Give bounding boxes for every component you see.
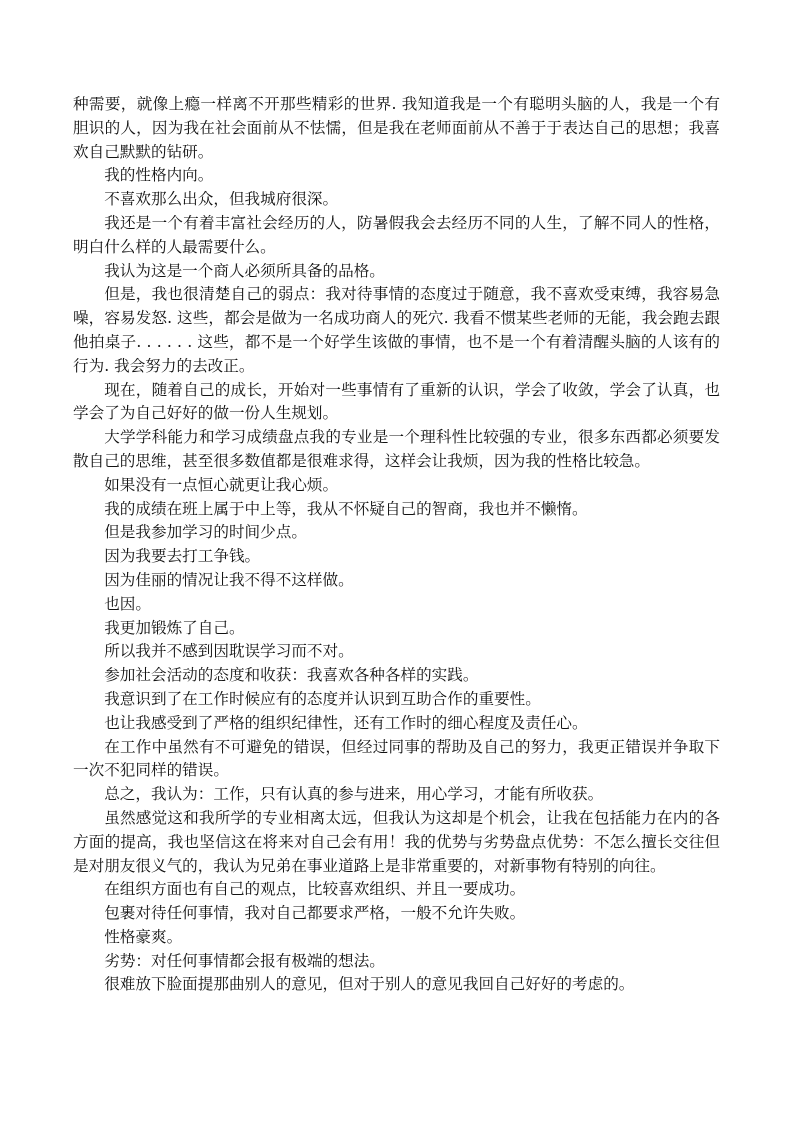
paragraph: 性格豪爽。 (104, 927, 183, 946)
paragraph: 虽然感觉这和我所学的专业相离太远，但我认为这却是个机会，让我在包括能力在内的各方面的提高，我也坚信这在将来对自己会有用！我的优势与劣势盘点优势：不怎么擅长交往但是对朋友很义气的，我认为兄弟在事业道路上是非常重要的，对新事物有特别的向往。 (73, 808, 720, 875)
paragraph: 种需要，就像上瘾一样离不开那些精彩的世界. 我知道我是一个有聪明头脑的人，我是一个有胆识的人，因为我在社会面前从不怯懦，但是我在老师面前从不善于于表达自己的思想；我喜欢自己默默的钻研。 (73, 95, 720, 161)
paragraph: 我的成绩在班上属于中上等，我从不怀疑自己的智商，我也并不懒惰。 (104, 499, 588, 518)
document-body (73, 93, 720, 997)
paragraph: 但是我参加学习的时间少点。 (104, 523, 307, 542)
paragraph: 如果没有一点恒心就更让我心烦。 (104, 475, 339, 494)
paragraph: 我还是一个有着丰富社会经历的人，防暑假我会去经历不同的人生，了解不同人的性格，明白什么样的人最需要什么。 (73, 213, 720, 256)
paragraph: 因为我要去打工争钱。 (104, 547, 261, 566)
paragraph: 我认为这是一个商人必须所具备的品格。 (104, 261, 385, 280)
paragraph: 在工作中虽然有不可避免的错误，但经过同事的帮助及自己的努力，我更正错误并争取下一次不犯同样的错误。 (73, 737, 720, 780)
paragraph: 总之，我认为：工作，只有认真的参与进来，用心学习，才能有所收获。 (104, 785, 604, 804)
paragraph: 很难放下脸面提那曲别人的意见，但对于别人的意见我回自己好好的考虑的。 (104, 975, 635, 994)
paragraph: 我的性格内向。 (104, 166, 214, 185)
paragraph: 大学学科能力和学习成绩盘点我的专业是一个理科性比较强的专业，很多东西都必须要发散自己的思维，甚至很多数值都是很难求得，这样会让我烦，因为我的性格比较急。 (73, 428, 720, 470)
paragraph: 不喜欢那么出众，但我城府很深。 (104, 190, 339, 209)
paragraph: 在组织方面也有自己的观点，比较喜欢组织、并且一要成功。 (104, 880, 526, 899)
paragraph: 但是，我也很清楚自己的弱点：我对待事情的态度过于随意，我不喜欢受束缚，我容易急噪，容易发怒. 这些，都会是做为一名成功商人的死穴. 我看不惯某些老师的无能，我会跑去跟他拍桌子. . . . . . 这些，都不是一个好学生该做的事情，也不是一个有着清醒头脑的人该有的行为. 我会努力的去改正。 (73, 285, 720, 375)
paragraph: 我意识到了在工作时候应有的态度并认识到互助合作的重要性。 (104, 689, 541, 708)
paragraph: 现在，随着自己的成长，开始对一些事情有了重新的认识，学会了收敛，学会了认真，也学会了为自己好好的做一份人生规划。 (73, 380, 720, 423)
paragraph: 包裹对待任何事情，我对自己都要求严格，一般不允许失败。 (104, 904, 526, 923)
paragraph: 也让我感受到了严格的组织纪律性，还有工作时的细心程度及责任心。 (104, 713, 588, 732)
paragraph: 我更加锻炼了自己。 (104, 618, 245, 637)
paragraph: 也因。 (104, 594, 151, 613)
paragraph: 因为佳丽的情况让我不得不这样做。 (104, 570, 354, 589)
paragraph: 所以我并不感到因耽误学习而不对。 (104, 642, 354, 661)
paragraph: 劣势：对任何事情都会报有极端的想法。 (104, 951, 385, 970)
paragraph: 参加社会活动的态度和收获：我喜欢各种各样的实践。 (104, 666, 479, 685)
